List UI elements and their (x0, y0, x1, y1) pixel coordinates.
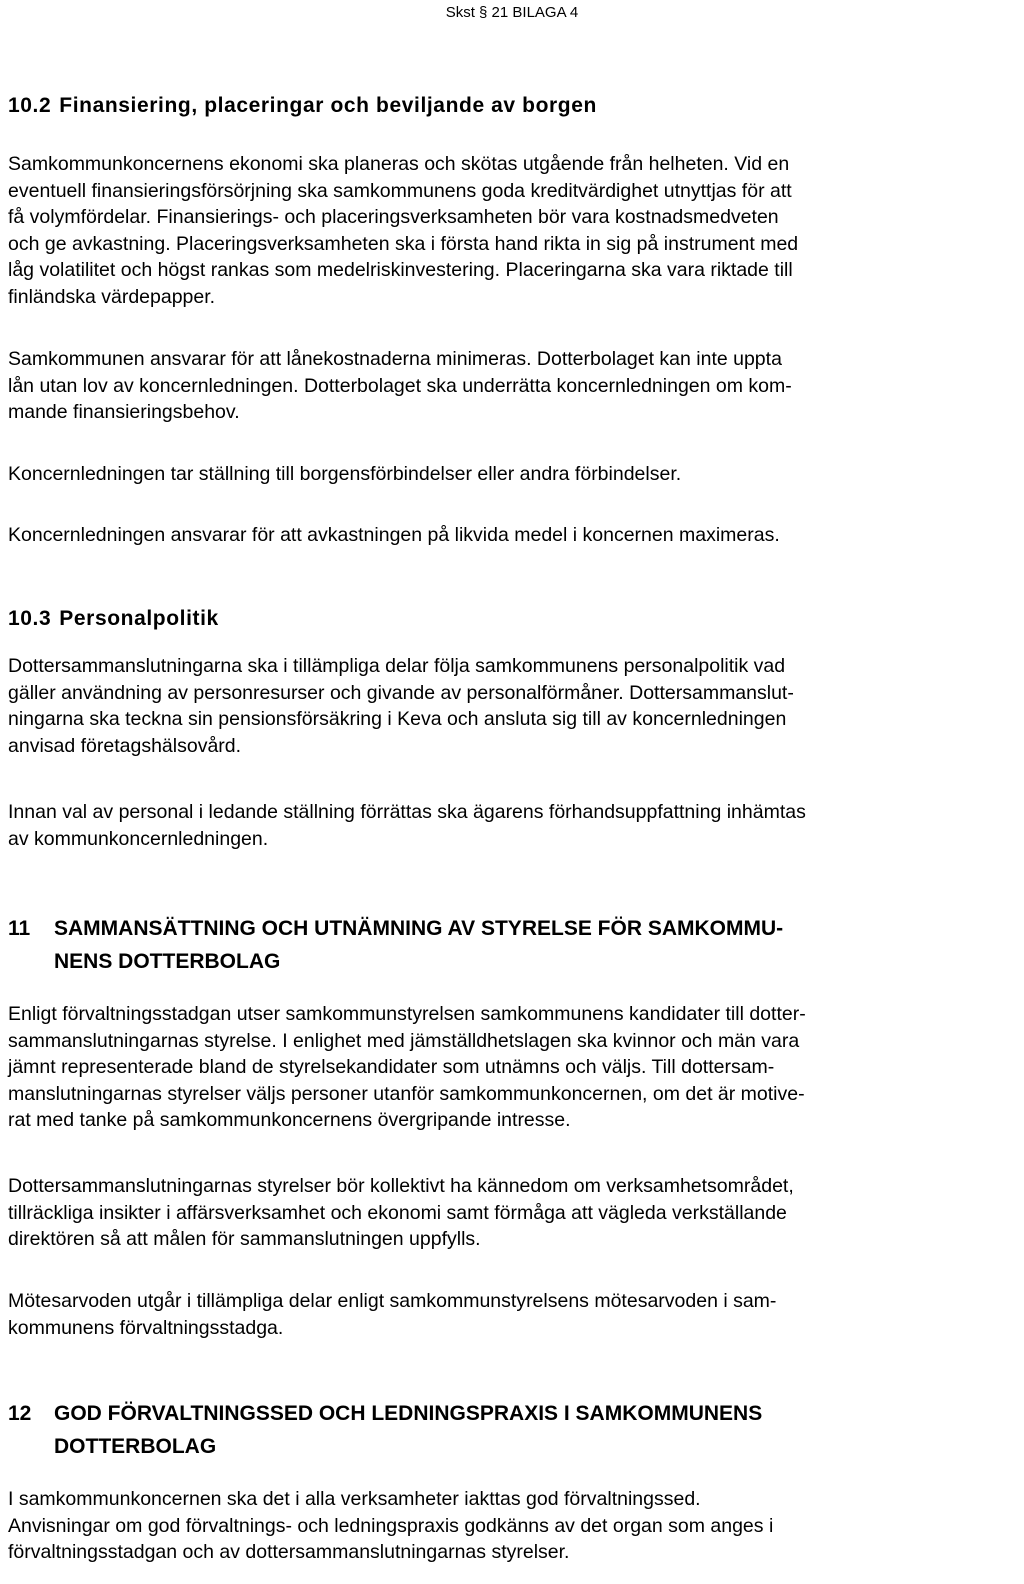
text-line: jämnt representerade bland de styrelsekandidater som utnämns och väljs. Till dottersam- (8, 1056, 775, 1078)
section-10-3-heading (8, 606, 1012, 632)
title-line: NENS DOTTERBOLAG (54, 950, 281, 973)
text-line: få volymfördelar. Finansierings- och placeringsverksamheten bör vara kostnadsmedveten (8, 206, 779, 228)
text-line: och ge avkastning. Placeringsverksamheten ska i första hand rikta in sig på instrument med (8, 232, 799, 255)
title-line: DOTTERBOLAG (54, 1435, 217, 1458)
text-line: finländska värdepapper. (8, 285, 216, 308)
section-title: Finansiering, placeringar och beviljande av borgen (59, 94, 597, 117)
text-line: kommunens förvaltningsstadga. (8, 1316, 284, 1339)
section-number: 10.3 (8, 607, 52, 630)
section-12-paragraph-1 (8, 1486, 1012, 1566)
text-line: I samkommunkoncernen ska det i alla verksamheter iakttas god förvaltningssed. (8, 1488, 701, 1510)
section-11-heading (8, 912, 1012, 978)
section-title (54, 1397, 762, 1463)
section-10-2-paragraph-1 (8, 151, 1012, 310)
text-line: eventuell finansieringsförsörjning ska samkommunens goda kreditvärdighet utnyttjas för att (8, 179, 792, 202)
text-line: sammanslutningarnas styrelse. I enlighet med jämställdhetslagen ska kvinnor och män vara (8, 1029, 800, 1052)
text-line: rat med tanke på samkommunkoncernens övergripande intresse. (8, 1109, 571, 1131)
section-11-paragraph-3 (8, 1288, 1012, 1341)
text-line: manslutningarnas styrelser väljs personer utanför samkommunkoncernen, om det är motive- (8, 1082, 805, 1105)
section-10-2-paragraph-3 (8, 461, 1012, 488)
text-line: Koncernledningen tar ställning till borgensförbindelser eller andra förbindelser. (8, 463, 682, 485)
section-10-2-paragraph-4 (8, 522, 1012, 549)
text-line: Koncernledningen ansvarar för att avkastningen på likvida medel i koncernen maximeras. (8, 524, 780, 546)
section-11-paragraph-1 (8, 1001, 1012, 1134)
text-line: förvaltningsstadgan och av dottersammanslutningarnas styrelser. (8, 1541, 570, 1563)
section-10-2-heading (8, 93, 1012, 119)
text-line: Dottersammanslutningarnas styrelser bör kollektivt ha kännedom om verksamhetsområdet, (8, 1175, 794, 1197)
section-number: 12 (8, 1402, 32, 1425)
text-line: Enligt förvaltningsstadgan utser samkommunstyrelsen samkommunens kandidater till dotter- (8, 1003, 806, 1025)
page-header-reference: Skst § 21 BILAGA 4 (445, 4, 579, 21)
text-line: Innan val av personal i ledande ställning förrättas ska ägarens förhandsuppfattning inhämtas (8, 801, 806, 823)
text-line: av kommunkoncernledningen. (8, 827, 269, 850)
section-12-heading (8, 1397, 1012, 1463)
text-line: Samkommunkoncernens ekonomi ska planeras och skötas utgående från helheten. Vid en (8, 153, 790, 175)
section-title: Personalpolitik (59, 607, 219, 630)
section-10-3-paragraph-1 (8, 653, 1012, 759)
text-line: Samkommunen ansvarar för att lånekostnaderna minimeras. Dotterbolaget kan inte uppta (8, 348, 782, 370)
section-10-3-paragraph-2 (8, 799, 1012, 852)
title-line: SAMMANSÄTTNING OCH UTNÄMNING AV STYRELSE FÖR SAMKOMMU- (54, 917, 784, 940)
text-line: låg volatilitet och högst rankas som medelriskinvestering. Placeringarna ska vara riktade till (8, 259, 793, 281)
section-10-2-paragraph-2 (8, 346, 1012, 426)
text-line: Mötesarvoden utgår i tillämpliga delar enligt samkommunstyrelsens mötesarvoden i sam- (8, 1290, 777, 1312)
section-title (54, 912, 783, 978)
text-line: gäller användning av personresurser och givande av personalförmåner. Dottersammanslut- (8, 681, 794, 704)
title-line: GOD FÖRVALTNINGSSED OCH LEDNINGSPRAXIS I SAMKOMMUNENS (54, 1402, 763, 1425)
section-number: 11 (8, 917, 31, 940)
text-line: tillräckliga insikter i affärsverksamhet och ekonomi samt förmåga att vägleda verkställande (8, 1201, 787, 1224)
section-11-paragraph-2 (8, 1173, 1012, 1253)
text-line: mande finansieringsbehov. (8, 401, 240, 423)
text-line: Dottersammanslutningarna ska i tillämpliga delar följa samkommunens personalpolitik vad (8, 655, 786, 677)
text-line: direktören så att målen för sammanslutningen uppfylls. (8, 1228, 481, 1250)
text-line: lån utan lov av koncernledningen. Dotterbolaget ska underrätta koncernledningen om kom- (8, 374, 792, 397)
text-line: ningarna ska teckna sin pensionsförsäkring i Keva och ansluta sig till av koncernledningen (8, 708, 787, 730)
text-line: Anvisningar om god förvaltnings- och ledningspraxis godkänns av det organ som anges i (8, 1514, 774, 1537)
text-line: anvisad företagshälsovård. (8, 734, 242, 757)
section-number: 10.2 (8, 94, 52, 117)
